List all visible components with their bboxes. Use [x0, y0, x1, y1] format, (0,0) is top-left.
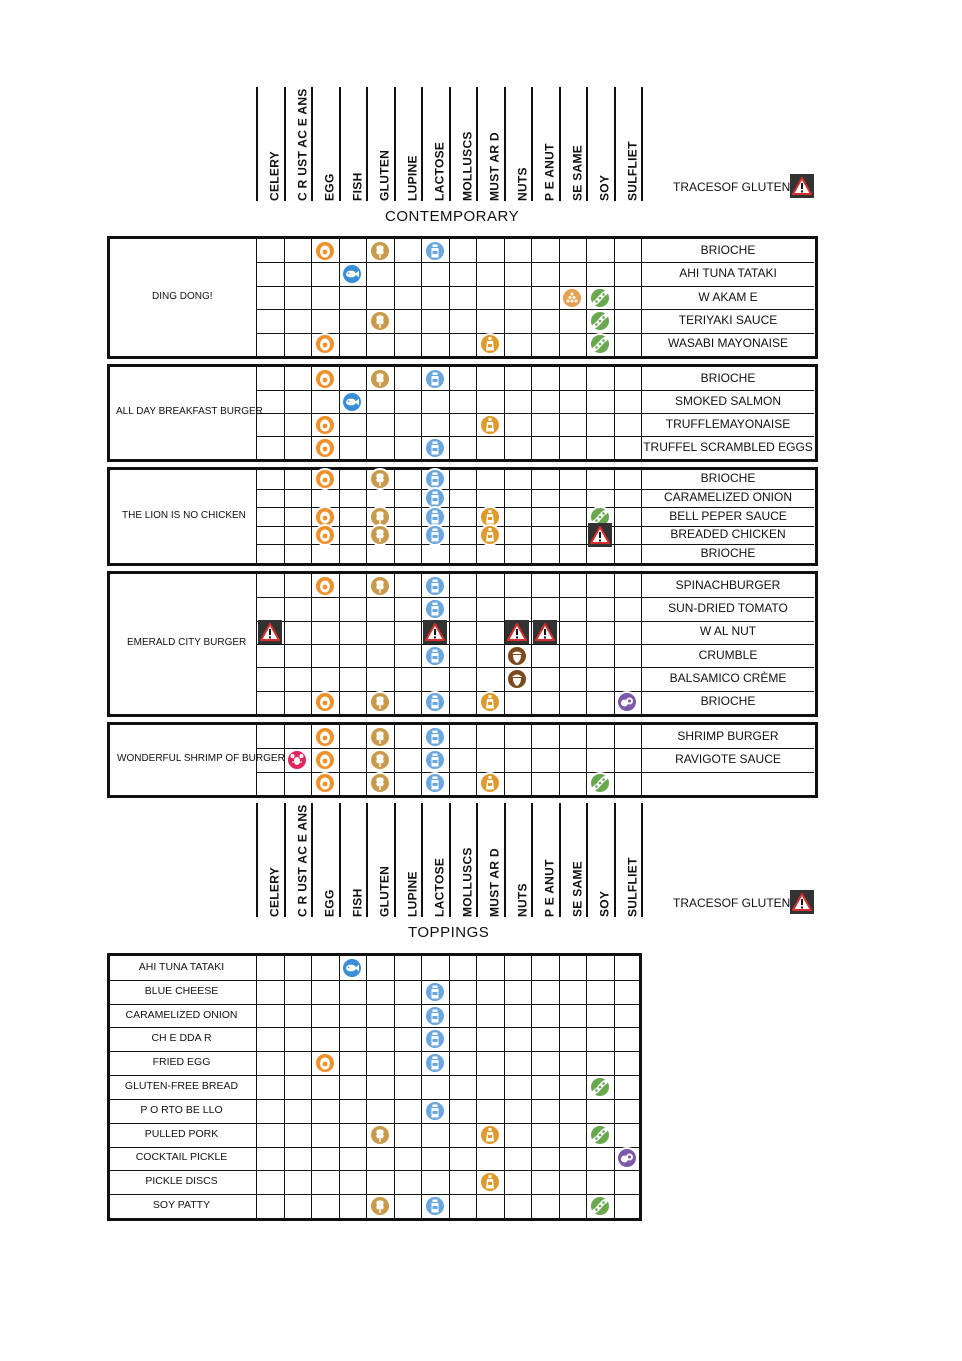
soy-icon: [589, 333, 611, 355]
grid-line: [559, 239, 560, 356]
grid-line: [394, 725, 395, 795]
gluten-icon: [369, 575, 391, 597]
allergen-header-fish: [339, 803, 369, 917]
grid-line: [311, 725, 312, 795]
lactose-icon: [424, 1195, 446, 1217]
traces-of-gluten-warning-icon: [258, 620, 282, 644]
allergen-header-label: P E ANUT: [542, 143, 557, 201]
grid-line: [421, 239, 422, 356]
ingredient-name: TERIYAKI SAUCE: [678, 312, 778, 327]
grid-line: [421, 725, 422, 795]
grid-line: [107, 1051, 641, 1052]
must-ar-d-icon: [479, 1124, 501, 1146]
allergen-header-label: LUPINE: [405, 155, 419, 201]
gluten-icon: [369, 240, 391, 262]
grid-line: [256, 286, 814, 287]
grid-line: [394, 239, 395, 356]
grid-line: [614, 725, 615, 795]
allergen-header-celery: [256, 803, 286, 917]
contemporary-traces-legend-label: TRACESOF GLUTEN: [673, 180, 791, 194]
allergen-header-egg: [311, 803, 341, 917]
dish-name: WONDERFUL SHRIMP OF BURGER: [117, 753, 285, 764]
ingredient-name: RAVIGOTE SAUCE: [675, 752, 781, 766]
soy-icon: [589, 1124, 611, 1146]
allergen-header-gluten: [366, 87, 396, 201]
grid-line: [449, 239, 450, 356]
grid-line: [339, 470, 340, 563]
allergen-header-label: SE SAME: [570, 144, 584, 201]
allergen-header-nuts: [504, 803, 534, 917]
allergen-header-must-ar-d: [476, 87, 506, 201]
allergen-header-sulfliet: [614, 803, 644, 917]
grid-line: [366, 956, 367, 1218]
allergen-header-p-e-anut: [531, 803, 561, 917]
grid-line: [559, 470, 560, 563]
grid-line: [586, 725, 587, 795]
allergen-header-label: GLUTEN: [377, 865, 392, 917]
allergen-header-must-ar-d: [476, 803, 506, 917]
ingredient-name: BELL PEPER SAUCE: [669, 508, 787, 523]
allergen-header-lupine: [394, 803, 424, 917]
topping-name: PULLED PORK: [144, 1127, 219, 1140]
allergen-header-label: EGG: [322, 173, 337, 201]
grid-line: [641, 956, 642, 1218]
egg-icon: [314, 468, 336, 490]
grid-line: [311, 470, 312, 563]
ingredient-name: AHI TUNA TATAKI: [679, 266, 777, 281]
ingredient-name: CARAMELIZED ONION: [663, 489, 792, 504]
grid-line: [504, 725, 505, 795]
allergen-header-label: FISH: [350, 172, 364, 201]
gluten-icon: [369, 749, 391, 771]
egg-icon: [314, 691, 336, 713]
allergen-header-label: MUST AR D: [487, 848, 502, 917]
allergen-header-label: LACTOSE: [432, 141, 447, 201]
grid-line: [449, 470, 450, 563]
grid-line: [559, 956, 560, 1218]
dish-name: DING DONG!: [152, 290, 213, 302]
ingredient-name: BREADED CHICKEN: [670, 527, 786, 542]
grid-line: [284, 956, 285, 1218]
topping-name: COCKTAIL PICKLE: [135, 1151, 228, 1164]
gluten-icon: [369, 368, 391, 390]
grid-line: [531, 956, 532, 1218]
sulfliet-icon: [616, 691, 638, 713]
allergen-header-nuts: [504, 87, 534, 201]
allergen-header-soy: [586, 87, 616, 201]
allergen-header-label: MOLLUSCS: [460, 131, 474, 201]
grid-line: [394, 956, 395, 1218]
grid-line: [366, 239, 367, 356]
allergen-header-p-e-anut: [531, 87, 561, 201]
grid-line: [256, 390, 814, 391]
soy-icon: [589, 772, 611, 794]
lactose-icon: [424, 524, 446, 546]
egg-icon: [314, 333, 336, 355]
egg-icon: [314, 368, 336, 390]
allergen-header-lactose: [421, 87, 451, 201]
ingredient-name: BRIOCHE: [700, 694, 756, 709]
topping-name: BLUE CHEESE: [144, 984, 219, 997]
allergen-header-label: SULFLIET: [625, 141, 639, 201]
lactose-icon: [424, 437, 446, 459]
egg-icon: [314, 772, 336, 794]
topping-name: FRIED EGG: [152, 1056, 211, 1069]
ingredient-name: CRUMBLE: [698, 647, 758, 662]
ingredient-name: BRIOCHE: [700, 242, 756, 257]
grid-line: [256, 309, 814, 310]
traces-of-gluten-warning-icon: [533, 620, 557, 644]
ingredient-name: BALSAMICO CRÈME: [669, 671, 787, 685]
contemporary-traces-legend-warning-icon: [790, 174, 814, 198]
dish-name: ALL DAY BREAKFAST BURGER: [116, 406, 263, 417]
dish-name: EMERALD CITY BURGER: [127, 637, 247, 648]
allergen-header-end-line: [641, 87, 643, 201]
grid-line: [256, 691, 814, 692]
must-ar-d-icon: [479, 524, 501, 546]
egg-icon: [314, 437, 336, 459]
allergen-header-end-line: [641, 803, 643, 917]
topping-name: CH E DDA R: [151, 1032, 212, 1045]
fish-icon: [341, 391, 363, 413]
egg-icon: [314, 575, 336, 597]
ingredient-name: BRIOCHE: [700, 471, 756, 486]
allergen-header-label: LACTOSE: [432, 857, 447, 917]
ingredient-name: BRIOCHE: [700, 370, 756, 385]
allergen-header-label: SE SAME: [570, 860, 584, 917]
grid-line: [284, 239, 285, 356]
grid-line: [256, 413, 814, 414]
allergen-header-c-r-ust-ac-e-ans: [284, 803, 314, 917]
toppings-traces-legend-warning-icon: [790, 890, 814, 914]
allergen-header-gluten: [366, 803, 396, 917]
grid-line: [339, 956, 340, 1218]
allergen-header-lactose: [421, 803, 451, 917]
grid-line: [256, 597, 814, 598]
grid-line: [256, 956, 257, 1218]
lactose-icon: [424, 726, 446, 748]
ingredient-name: BRIOCHE: [700, 545, 756, 560]
grid-line: [107, 1170, 641, 1171]
topping-name: AHI TUNA TATAKI: [138, 960, 225, 973]
fish-icon: [341, 263, 363, 285]
grid-line: [107, 1004, 641, 1005]
grid-line: [107, 1075, 641, 1076]
allergen-header-label: SULFLIET: [625, 857, 639, 917]
grid-line: [339, 725, 340, 795]
allergen-header-label: GLUTEN: [377, 149, 392, 201]
grid-line: [614, 470, 615, 563]
grid-line: [531, 470, 532, 563]
ingredient-name: W AKAM E: [698, 289, 758, 304]
must-ar-d-icon: [479, 1171, 501, 1193]
gluten-icon: [369, 468, 391, 490]
allergen-header-egg: [311, 87, 341, 201]
allergen-header-celery: [256, 87, 286, 201]
grid-line: [559, 725, 560, 795]
soy-icon: [589, 287, 611, 309]
lactose-icon: [424, 981, 446, 1003]
grid-line: [504, 239, 505, 356]
grid-line: [256, 239, 257, 356]
grid-line: [107, 1147, 641, 1148]
grid-line: [311, 239, 312, 356]
grid-line: [449, 725, 450, 795]
grid-line: [256, 470, 257, 563]
traces-of-gluten-warning-icon: [588, 523, 612, 547]
lactose-icon: [424, 1100, 446, 1122]
grid-line: [421, 470, 422, 563]
ingredient-name: W AL NUT: [699, 624, 757, 639]
toppings-section-title: TOPPINGS: [408, 924, 490, 941]
allergen-header-se-same: [559, 803, 589, 917]
lactose-icon: [424, 645, 446, 667]
lactose-icon: [424, 1028, 446, 1050]
topping-name: SOY PATTY: [152, 1199, 211, 1212]
grid-line: [339, 239, 340, 356]
grid-line: [366, 470, 367, 563]
grid-line: [586, 470, 587, 563]
grid-line: [476, 470, 477, 563]
gluten-icon: [369, 772, 391, 794]
nuts-icon: [506, 668, 528, 690]
allergen-header-label: MOLLUSCS: [460, 847, 474, 917]
gluten-icon: [369, 1124, 391, 1146]
allergen-header-label: LUPINE: [405, 871, 419, 917]
allergen-header-label: NUTS: [515, 167, 529, 201]
lactose-icon: [424, 575, 446, 597]
allergen-header-soy: [586, 803, 616, 917]
grid-line: [311, 956, 312, 1218]
allergen-header-label: MUST AR D: [487, 132, 502, 201]
nuts-icon: [506, 645, 528, 667]
grid-line: [256, 772, 814, 773]
grid-line: [531, 725, 532, 795]
grid-line: [107, 980, 641, 981]
gluten-icon: [369, 726, 391, 748]
allergen-header-label: CELERY: [267, 866, 282, 917]
grid-line: [256, 667, 814, 668]
allergen-header-label: C R UST AC E ANS: [295, 804, 309, 917]
allergen-header-fish: [339, 87, 369, 201]
topping-name: CARAMELIZED ONION: [125, 1008, 238, 1021]
topping-name: P O RTO BE LLO: [140, 1103, 223, 1116]
topping-name: PICKLE DISCS: [145, 1175, 218, 1188]
ingredient-name: SPINACHBURGER: [675, 577, 781, 592]
grid-line: [449, 956, 450, 1218]
allergen-header-molluscs: [449, 803, 479, 917]
grid-line: [366, 725, 367, 795]
grid-line: [476, 725, 477, 795]
grid-line: [531, 239, 532, 356]
allergen-header-se-same: [559, 87, 589, 201]
ingredient-name: SUN-DRIED TOMATO: [668, 601, 788, 615]
grid-line: [504, 956, 505, 1218]
gluten-icon: [369, 1195, 391, 1217]
lactose-icon: [424, 772, 446, 794]
grid-line: [476, 239, 477, 356]
traces-of-gluten-warning-icon: [423, 620, 447, 644]
soy-icon: [589, 310, 611, 332]
grid-line: [421, 956, 422, 1218]
gluten-icon: [369, 691, 391, 713]
grid-line: [394, 470, 395, 563]
soy-icon: [589, 1076, 611, 1098]
lactose-icon: [424, 1005, 446, 1027]
allergen-header-label: SOY: [597, 890, 612, 917]
lactose-icon: [424, 749, 446, 771]
topping-name: GLUTEN-FREE BREAD: [124, 1080, 239, 1092]
traces-of-gluten-warning-icon: [505, 620, 529, 644]
ingredient-name: SHRIMP BURGER: [677, 728, 779, 743]
fish-icon: [341, 957, 363, 979]
allergen-header-label: SOY: [597, 174, 612, 201]
grid-line: [256, 436, 814, 437]
allergen-header-label: FISH: [350, 888, 364, 917]
grid-line: [284, 470, 285, 563]
toppings-traces-legend-label: TRACESOF GLUTEN: [673, 896, 791, 910]
allergen-header-label: NUTS: [515, 883, 529, 917]
soy-icon: [589, 1195, 611, 1217]
allergen-header-sulfliet: [614, 87, 644, 201]
egg-icon: [314, 524, 336, 546]
grid-line: [614, 239, 615, 356]
allergen-header-label: C R UST AC E ANS: [295, 88, 309, 201]
allergen-header-label: EGG: [322, 889, 337, 917]
gluten-icon: [369, 310, 391, 332]
contemporary-section-title: CONTEMPORARY: [385, 208, 520, 225]
allergen-header-lupine: [394, 87, 424, 201]
allergen-header-label: CELERY: [267, 150, 282, 201]
grid-line: [107, 1099, 641, 1100]
allergen-header-c-r-ust-ac-e-ans: [284, 87, 314, 201]
ingredient-name: WASABI MAYONAISE: [667, 336, 789, 351]
lactose-icon: [424, 691, 446, 713]
lactose-icon: [424, 368, 446, 390]
grid-line: [504, 470, 505, 563]
allergen-header-label: P E ANUT: [542, 859, 557, 917]
ingredient-name: TRUFFEL SCRAMBLED EGGS: [643, 439, 813, 454]
grid-line: [614, 956, 615, 1218]
egg-icon: [314, 726, 336, 748]
grid-line: [256, 262, 814, 263]
grid-line: [586, 239, 587, 356]
se-same-icon: [561, 287, 583, 309]
allergen-header-molluscs: [449, 87, 479, 201]
dish-name: THE LION IS NO CHICKEN: [122, 509, 246, 521]
must-ar-d-icon: [479, 414, 501, 436]
egg-icon: [314, 1052, 336, 1074]
grid-line: [107, 1194, 641, 1195]
grid-line: [476, 956, 477, 1218]
sulfliet-icon: [616, 1147, 638, 1169]
ingredient-name: TRUFFLEMAYONAISE: [665, 416, 791, 431]
must-ar-d-icon: [479, 772, 501, 794]
gluten-icon: [369, 524, 391, 546]
must-ar-d-icon: [479, 333, 501, 355]
egg-icon: [314, 414, 336, 436]
grid-line: [256, 748, 814, 749]
lactose-icon: [424, 1052, 446, 1074]
grid-line: [107, 1123, 641, 1124]
grid-line: [107, 1027, 641, 1028]
egg-icon: [314, 749, 336, 771]
egg-icon: [314, 240, 336, 262]
ingredient-name: SMOKED SALMON: [674, 393, 782, 408]
grid-line: [256, 333, 814, 334]
grid-line: [586, 956, 587, 1218]
lactose-icon: [424, 240, 446, 262]
c-r-ust-ac-e-ans-icon: [286, 749, 308, 771]
lactose-icon: [424, 598, 446, 620]
must-ar-d-icon: [479, 691, 501, 713]
